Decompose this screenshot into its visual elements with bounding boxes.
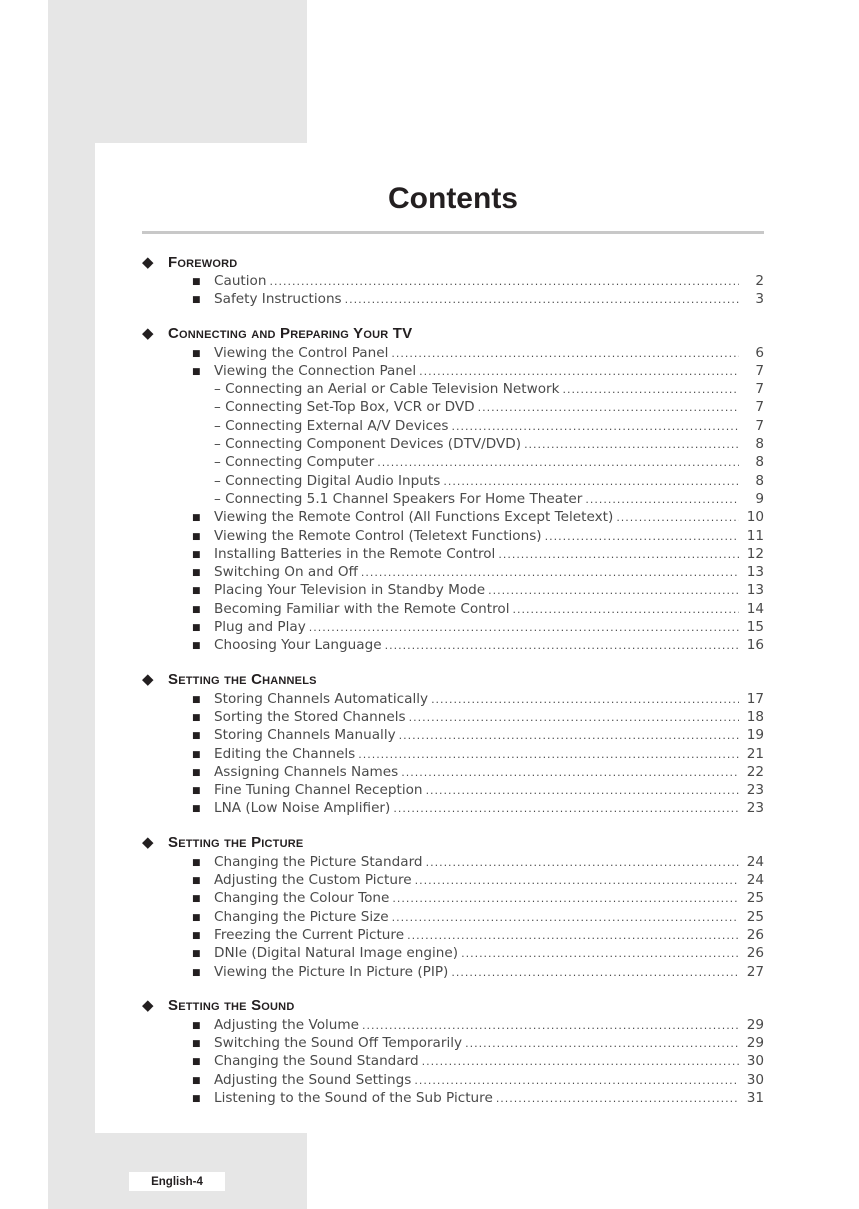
dot-leader — [358, 748, 739, 761]
square-bullet-icon: ■ — [192, 1057, 201, 1068]
square-bullet-icon: ■ — [192, 912, 201, 923]
entry-page-number: 8 — [755, 472, 764, 489]
toc-entry — [142, 637, 764, 655]
toc-entry — [142, 1035, 764, 1053]
toc-entry — [142, 964, 764, 982]
square-bullet-icon: ■ — [192, 586, 201, 597]
square-bullet-icon: ■ — [192, 623, 201, 634]
toc-entry — [142, 528, 764, 546]
section-heading-text: Foreword — [168, 253, 238, 271]
square-bullet-icon: ■ — [192, 277, 201, 287]
toc-section — [142, 669, 764, 819]
entry-page-number: 17 — [746, 690, 764, 707]
entry-title: – Connecting Set-Top Box, VCR or DVD — [214, 399, 475, 416]
square-bullet-icon: ■ — [192, 894, 201, 905]
entry-title: Switching the Sound Off Temporarily — [214, 1035, 463, 1052]
square-bullet-icon: ■ — [192, 967, 201, 978]
entry-page-number: 8 — [755, 436, 764, 453]
toc-entry — [142, 1072, 764, 1090]
dot-leader — [451, 420, 739, 433]
dot-leader — [498, 548, 739, 561]
dot-leader — [415, 874, 739, 887]
dot-leader — [414, 1074, 739, 1087]
section-heading-text: Connecting and Preparing Your TV — [168, 325, 413, 343]
square-bullet-icon: ■ — [192, 786, 201, 797]
entry-page-number: 7 — [755, 362, 764, 379]
dot-leader — [431, 693, 739, 706]
square-bullet-icon: ■ — [192, 876, 201, 887]
entry-title: Editing the Channels — [214, 745, 356, 762]
toc-entry — [142, 927, 764, 945]
entry-page-number: 10 — [746, 509, 764, 526]
square-bullet-icon: ■ — [192, 295, 201, 306]
entry-title: Listening to the Sound of the Sub Picture — [214, 1089, 493, 1106]
table-of-contents — [142, 251, 764, 1121]
dot-leader — [562, 383, 739, 396]
entry-title: Viewing the Remote Control (Teletext Functions) — [214, 527, 542, 544]
entry-page-number: 29 — [746, 1016, 764, 1033]
entry-title: Safety Instructions — [214, 291, 342, 308]
section-heading-text: Setting the Sound — [168, 997, 295, 1015]
entry-title: Placing Your Television in Standby Mode — [214, 582, 486, 599]
entry-page-number: 23 — [746, 782, 764, 799]
entry-title: Viewing the Control Panel — [214, 344, 389, 361]
toc-entry — [142, 1090, 764, 1108]
dot-leader — [422, 1055, 739, 1068]
dot-leader — [478, 401, 739, 414]
entry-page-number: 2 — [755, 273, 764, 289]
toc-entry — [142, 1017, 764, 1035]
entry-page-number: 6 — [755, 344, 764, 361]
section-heading — [142, 669, 764, 691]
square-bullet-icon: ■ — [192, 604, 201, 615]
square-bullet-icon: ■ — [192, 366, 201, 377]
entry-page-number: 30 — [746, 1053, 764, 1070]
dot-leader — [426, 856, 739, 869]
dot-leader — [407, 929, 739, 942]
entry-page-number: 26 — [746, 945, 764, 962]
toc-section — [142, 323, 764, 656]
toc-entry — [142, 727, 764, 745]
entry-page-number: 21 — [746, 745, 764, 762]
square-bullet-icon: ■ — [192, 694, 201, 705]
entry-page-number: 8 — [755, 454, 764, 471]
dot-leader — [385, 639, 739, 652]
toc-entry — [142, 909, 764, 927]
square-bullet-icon: ■ — [192, 712, 201, 723]
entry-title: Viewing the Picture In Picture (PIP) — [214, 963, 449, 980]
toc-entry — [142, 509, 764, 527]
entry-page-number: 12 — [746, 545, 764, 562]
toc-entry — [142, 345, 764, 363]
toc-entry — [142, 945, 764, 963]
entry-title: Viewing the Connection Panel — [214, 362, 417, 379]
entry-title: Adjusting the Sound Settings — [214, 1071, 412, 1088]
entry-title: Choosing Your Language — [214, 637, 382, 654]
section-heading-text: Setting the Channels — [168, 671, 317, 689]
dot-leader — [451, 966, 739, 979]
page-number-label: English-4 — [129, 1172, 225, 1191]
toc-entry — [142, 872, 764, 890]
entry-title: Storing Channels Manually — [214, 727, 396, 744]
diamond-bullet-icon: ◆ — [142, 834, 154, 852]
entry-page-number: 31 — [746, 1089, 764, 1106]
toc-entry — [142, 1053, 764, 1071]
dot-leader — [345, 293, 739, 306]
toc-entry — [142, 746, 764, 764]
entry-page-number: 26 — [746, 926, 764, 943]
dot-leader — [426, 784, 739, 797]
entry-title: Changing the Colour Tone — [214, 890, 390, 907]
entry-title: Installing Batteries in the Remote Control — [214, 545, 496, 562]
section-heading-text: Setting the Picture — [168, 834, 304, 852]
toc-entry — [142, 854, 764, 872]
entry-page-number: 16 — [746, 637, 764, 654]
entry-page-number: 7 — [755, 417, 764, 434]
diamond-bullet-icon: ◆ — [142, 325, 154, 343]
dot-leader — [399, 729, 739, 742]
entry-title: Plug and Play — [214, 619, 306, 636]
toc-subentry — [142, 436, 764, 454]
entry-title: Freezing the Current Picture — [214, 926, 405, 943]
square-bullet-icon: ■ — [192, 731, 201, 742]
diamond-bullet-icon: ◆ — [142, 671, 154, 689]
entry-title: Caution — [214, 273, 267, 289]
entry-page-number: 24 — [746, 872, 764, 889]
entry-page-number: 11 — [746, 527, 764, 544]
entry-title: Changing the Picture Size — [214, 908, 389, 925]
toc-entry — [142, 800, 764, 818]
entry-title: Becoming Familiar with the Remote Control — [214, 600, 510, 617]
entry-page-number: 13 — [746, 582, 764, 599]
toc-entry — [142, 764, 764, 782]
entry-page-number: 19 — [746, 727, 764, 744]
entry-page-number: 25 — [746, 908, 764, 925]
square-bullet-icon: ■ — [192, 549, 201, 560]
square-bullet-icon: ■ — [192, 930, 201, 941]
section-heading — [142, 995, 764, 1017]
page-footer-band — [95, 1133, 307, 1209]
entry-title: Assigning Channels Names — [214, 763, 399, 780]
toc-entry — [142, 273, 764, 291]
dot-leader — [393, 802, 739, 815]
dot-leader — [409, 711, 739, 724]
entry-title: Changing the Sound Standard — [214, 1053, 419, 1070]
dot-leader — [309, 621, 739, 634]
entry-page-number: 7 — [755, 399, 764, 416]
dot-leader — [392, 911, 739, 924]
section-heading — [142, 251, 764, 273]
entry-title: Fine Tuning Channel Reception — [214, 782, 423, 799]
entry-page-number: 13 — [746, 564, 764, 581]
page-margin-band — [48, 0, 95, 1209]
entry-page-number: 9 — [755, 490, 764, 507]
section-heading — [142, 323, 764, 345]
toc-entry — [142, 601, 764, 619]
title-divider — [142, 231, 764, 234]
dot-leader — [545, 530, 739, 543]
dot-leader — [377, 456, 739, 469]
entry-page-number: 7 — [755, 381, 764, 398]
dot-leader — [362, 1019, 739, 1032]
square-bullet-icon: ■ — [192, 804, 201, 815]
entry-title: Changing the Picture Standard — [214, 853, 423, 870]
toc-entry — [142, 890, 764, 908]
dot-leader — [488, 584, 739, 597]
square-bullet-icon: ■ — [192, 767, 201, 778]
entry-title: – Connecting Computer — [214, 454, 375, 471]
entry-title: – Connecting 5.1 Channel Speakers For Home Theater — [214, 490, 583, 507]
square-bullet-icon: ■ — [192, 949, 201, 960]
toc-subentry — [142, 473, 764, 491]
square-bullet-icon: ■ — [192, 641, 201, 652]
toc-entry — [142, 782, 764, 800]
square-bullet-icon: ■ — [192, 857, 201, 868]
page-title: Contents — [388, 182, 518, 215]
diamond-bullet-icon: ◆ — [142, 253, 154, 271]
toc-subentry — [142, 399, 764, 417]
entry-page-number: 14 — [746, 600, 764, 617]
toc-entry — [142, 619, 764, 637]
entry-title: – Connecting an Aerial or Cable Television Network — [214, 381, 560, 398]
square-bullet-icon: ■ — [192, 749, 201, 760]
square-bullet-icon: ■ — [192, 531, 201, 542]
section-heading — [142, 832, 764, 854]
toc-entry — [142, 582, 764, 600]
entry-title: Adjusting the Custom Picture — [214, 872, 412, 889]
entry-title: Viewing the Remote Control (All Functions Except Teletext) — [214, 509, 614, 526]
toc-subentry — [142, 454, 764, 472]
dot-leader — [524, 438, 739, 451]
dot-leader — [461, 947, 739, 960]
dot-leader — [392, 892, 739, 905]
dot-leader — [512, 603, 739, 616]
toc-section — [142, 251, 764, 310]
entry-page-number: 25 — [746, 890, 764, 907]
entry-title: – Connecting Component Devices (DTV/DVD) — [214, 436, 522, 453]
entry-page-number: 15 — [746, 619, 764, 636]
toc-entry — [142, 709, 764, 727]
square-bullet-icon: ■ — [192, 348, 201, 359]
entry-title: LNA (Low Noise Amplifier) — [214, 800, 391, 817]
entry-page-number: 18 — [746, 708, 764, 725]
toc-entry — [142, 291, 764, 309]
dot-leader — [616, 511, 739, 524]
entry-page-number: 22 — [746, 763, 764, 780]
toc-section — [142, 832, 764, 982]
dot-leader — [269, 275, 739, 288]
square-bullet-icon: ■ — [192, 1093, 201, 1104]
entry-page-number: 27 — [746, 963, 764, 980]
entry-title: DNIe (Digital Natural Image engine) — [214, 945, 459, 962]
toc-entry — [142, 546, 764, 564]
entry-title: – Connecting Digital Audio Inputs — [214, 472, 441, 489]
dot-leader — [391, 347, 739, 360]
entry-page-number: 23 — [746, 800, 764, 817]
entry-page-number: 29 — [746, 1035, 764, 1052]
entry-title: Sorting the Stored Channels — [214, 708, 406, 725]
toc-subentry — [142, 418, 764, 436]
square-bullet-icon: ■ — [192, 568, 201, 579]
dot-leader — [443, 475, 739, 488]
page-header-band — [95, 0, 307, 143]
entry-title: – Connecting External A/V Devices — [214, 417, 449, 434]
square-bullet-icon: ■ — [192, 513, 201, 524]
toc-entry — [142, 564, 764, 582]
diamond-bullet-icon: ◆ — [142, 997, 154, 1015]
square-bullet-icon: ■ — [192, 1020, 201, 1031]
entry-page-number: 24 — [746, 853, 764, 870]
toc-section — [142, 995, 764, 1108]
toc-entry — [142, 691, 764, 709]
dot-leader — [496, 1092, 739, 1105]
dot-leader — [585, 493, 739, 506]
entry-title: Adjusting the Volume — [214, 1016, 360, 1033]
toc-subentry — [142, 491, 764, 509]
toc-entry — [142, 363, 764, 381]
square-bullet-icon: ■ — [192, 1039, 201, 1050]
dot-leader — [361, 566, 739, 579]
entry-page-number: 3 — [755, 291, 764, 308]
entry-title: Storing Channels Automatically — [214, 690, 429, 707]
dot-leader — [401, 766, 739, 779]
entry-title: Switching On and Off — [214, 564, 358, 581]
square-bullet-icon: ■ — [192, 1075, 201, 1086]
dot-leader — [465, 1037, 739, 1050]
dot-leader — [419, 365, 739, 378]
entry-page-number: 30 — [746, 1071, 764, 1088]
toc-subentry — [142, 381, 764, 399]
